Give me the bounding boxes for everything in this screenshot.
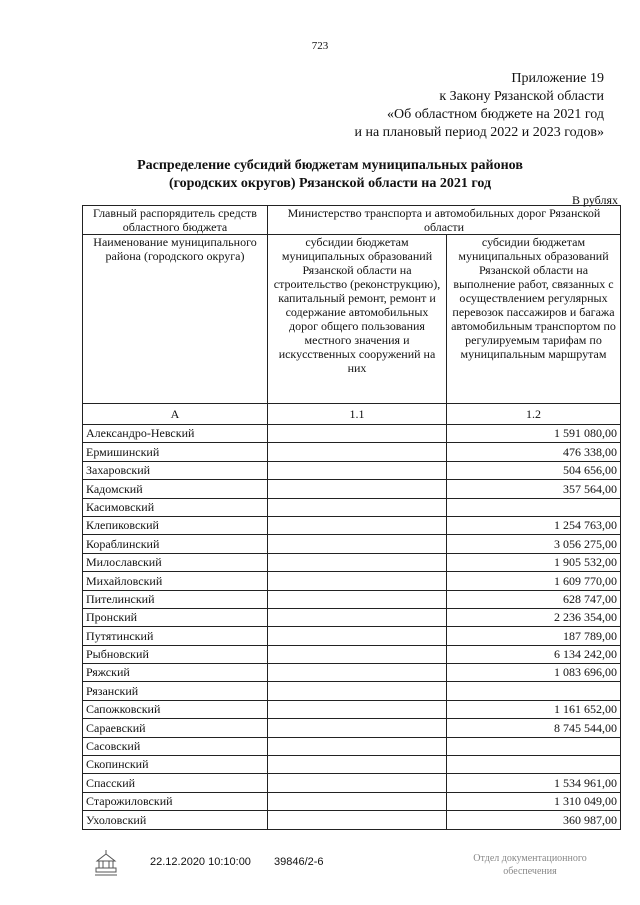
road-subsidy-cell bbox=[268, 682, 447, 700]
header-road-subsidy: субсидии бюджетам муниципальных образований Рязанской области на строительство (реконструкцию), капитальный ремонт, ремонт и содержание автомобильных дорог общего пользования местного значения и искусственных сооружений на них bbox=[268, 235, 447, 404]
subsidy-table bbox=[82, 205, 621, 830]
transport-subsidy-cell: 628 747,00 bbox=[447, 590, 621, 608]
table-row bbox=[83, 443, 621, 461]
table-row bbox=[83, 756, 621, 774]
district-name-cell: Спасский bbox=[83, 774, 268, 792]
road-subsidy-cell bbox=[268, 645, 447, 663]
appendix-block bbox=[354, 70, 604, 142]
appendix-line-2: к Закону Рязанской области bbox=[439, 89, 604, 104]
road-subsidy-cell bbox=[268, 498, 447, 516]
road-subsidy-cell bbox=[268, 553, 447, 571]
district-name-cell: Кораблинский bbox=[83, 535, 268, 553]
table-row bbox=[83, 627, 621, 645]
district-name-cell: Михайловский bbox=[83, 572, 268, 590]
road-subsidy-cell bbox=[268, 719, 447, 737]
transport-subsidy-cell: 1 254 763,00 bbox=[447, 516, 621, 534]
table-row bbox=[83, 700, 621, 718]
header-district-name: Наименование муниципального района (городского округа) bbox=[83, 235, 268, 404]
transport-subsidy-cell bbox=[447, 737, 621, 755]
road-subsidy-cell bbox=[268, 443, 447, 461]
header-ministry: Министерство транспорта и автомобильных дорог Рязанской области bbox=[268, 206, 621, 235]
road-subsidy-cell bbox=[268, 480, 447, 498]
transport-subsidy-cell: 360 987,00 bbox=[447, 811, 621, 829]
transport-subsidy-cell: 2 236 354,00 bbox=[447, 608, 621, 626]
table-header-row-2 bbox=[83, 235, 621, 404]
footer-doc-id: 39846/2-6 bbox=[274, 856, 324, 868]
district-name-cell: Старожиловский bbox=[83, 792, 268, 810]
transport-subsidy-cell: 1 310 049,00 bbox=[447, 792, 621, 810]
transport-subsidy-cell: 1 905 532,00 bbox=[447, 553, 621, 571]
road-subsidy-cell bbox=[268, 700, 447, 718]
table-row bbox=[83, 719, 621, 737]
district-name-cell: Милославский bbox=[83, 553, 268, 571]
table-row bbox=[83, 461, 621, 479]
transport-subsidy-cell bbox=[447, 756, 621, 774]
index-cell-a: А bbox=[83, 404, 268, 425]
road-subsidy-cell bbox=[268, 737, 447, 755]
road-subsidy-cell bbox=[268, 627, 447, 645]
title-line-1: Распределение субсидий бюджетам муниципальных районов bbox=[137, 158, 523, 173]
footer-date: 22.12.2020 10:10:00 bbox=[150, 856, 251, 868]
district-name-cell: Захаровский bbox=[83, 461, 268, 479]
transport-subsidy-cell: 1 083 696,00 bbox=[447, 664, 621, 682]
transport-subsidy-cell: 3 056 275,00 bbox=[447, 535, 621, 553]
road-subsidy-cell bbox=[268, 572, 447, 590]
district-name-cell: Касимовский bbox=[83, 498, 268, 516]
table-row bbox=[83, 682, 621, 700]
stamp-line-2: обеспечения bbox=[503, 866, 557, 877]
district-name-cell: Сапожковский bbox=[83, 700, 268, 718]
road-subsidy-cell bbox=[268, 590, 447, 608]
transport-subsidy-cell bbox=[447, 682, 621, 700]
district-name-cell: Пронский bbox=[83, 608, 268, 626]
district-name-cell: Ермишинский bbox=[83, 443, 268, 461]
table-row bbox=[83, 480, 621, 498]
title-line-2: (городских округов) Рязанской области на 2021 год bbox=[168, 176, 492, 191]
district-name-cell: Клепиковский bbox=[83, 516, 268, 534]
transport-subsidy-cell: 1 591 080,00 bbox=[447, 425, 621, 443]
transport-subsidy-cell: 6 134 242,00 bbox=[447, 645, 621, 663]
transport-subsidy-cell: 1 609 770,00 bbox=[447, 572, 621, 590]
transport-subsidy-cell bbox=[447, 498, 621, 516]
table-row bbox=[83, 572, 621, 590]
road-subsidy-cell bbox=[268, 664, 447, 682]
road-subsidy-cell bbox=[268, 425, 447, 443]
district-name-cell: Сасовский bbox=[83, 737, 268, 755]
duma-logo-icon bbox=[92, 848, 120, 878]
table-row bbox=[83, 553, 621, 571]
district-name-cell: Пителинский bbox=[83, 590, 268, 608]
district-name-cell: Рыбновский bbox=[83, 645, 268, 663]
table-row bbox=[83, 516, 621, 534]
transport-subsidy-cell: 504 656,00 bbox=[447, 461, 621, 479]
road-subsidy-cell bbox=[268, 774, 447, 792]
table-row bbox=[83, 737, 621, 755]
table-row bbox=[83, 645, 621, 663]
department-stamp bbox=[450, 852, 610, 878]
road-subsidy-cell bbox=[268, 461, 447, 479]
district-name-cell: Сараевский bbox=[83, 719, 268, 737]
road-subsidy-cell bbox=[268, 516, 447, 534]
appendix-line-3: «Об областном бюджете на 2021 год bbox=[387, 107, 604, 122]
transport-subsidy-cell: 187 789,00 bbox=[447, 627, 621, 645]
appendix-line-4: и на плановый период 2022 и 2023 годов» bbox=[354, 125, 604, 140]
header-budget-manager: Главный распорядитель средств областного бюджета bbox=[83, 206, 268, 235]
stamp-line-1: Отдел документационного bbox=[473, 853, 587, 864]
table-row bbox=[83, 664, 621, 682]
document-title bbox=[60, 157, 600, 193]
district-name-cell: Кадомский bbox=[83, 480, 268, 498]
road-subsidy-cell bbox=[268, 811, 447, 829]
transport-subsidy-cell: 1 534 961,00 bbox=[447, 774, 621, 792]
district-name-cell: Ухоловский bbox=[83, 811, 268, 829]
district-name-cell: Ряжский bbox=[83, 664, 268, 682]
appendix-line-1: Приложение 19 bbox=[511, 71, 604, 86]
district-name-cell: Скопинский bbox=[83, 756, 268, 774]
table-row bbox=[83, 811, 621, 829]
transport-subsidy-cell: 476 338,00 bbox=[447, 443, 621, 461]
district-name-cell: Путятинский bbox=[83, 627, 268, 645]
road-subsidy-cell bbox=[268, 535, 447, 553]
transport-subsidy-cell: 357 564,00 bbox=[447, 480, 621, 498]
header-transport-subsidy: субсидии бюджетам муниципальных образований Рязанской области на выполнение работ, связанных с осуществлением регулярных перевозок пассажиров и багажа автомобильным транспортом по регулируемым тарифам по муниципальным маршрутам bbox=[447, 235, 621, 404]
units-label: В рублях bbox=[571, 193, 618, 207]
road-subsidy-cell bbox=[268, 756, 447, 774]
table-row bbox=[83, 792, 621, 810]
road-subsidy-cell bbox=[268, 608, 447, 626]
index-cell-1-2: 1.2 bbox=[447, 404, 621, 425]
table-row bbox=[83, 425, 621, 443]
transport-subsidy-cell: 8 745 544,00 bbox=[447, 719, 621, 737]
page-number: 723 bbox=[311, 40, 329, 52]
table-row bbox=[83, 498, 621, 516]
table-row bbox=[83, 535, 621, 553]
table-row bbox=[83, 590, 621, 608]
road-subsidy-cell bbox=[268, 792, 447, 810]
transport-subsidy-cell: 1 161 652,00 bbox=[447, 700, 621, 718]
table-row bbox=[83, 608, 621, 626]
district-name-cell: Александро-Невский bbox=[83, 425, 268, 443]
table-header-row-1 bbox=[83, 206, 621, 235]
table-row bbox=[83, 774, 621, 792]
table-index-row bbox=[83, 404, 621, 425]
district-name-cell: Рязанский bbox=[83, 682, 268, 700]
index-cell-1-1: 1.1 bbox=[268, 404, 447, 425]
